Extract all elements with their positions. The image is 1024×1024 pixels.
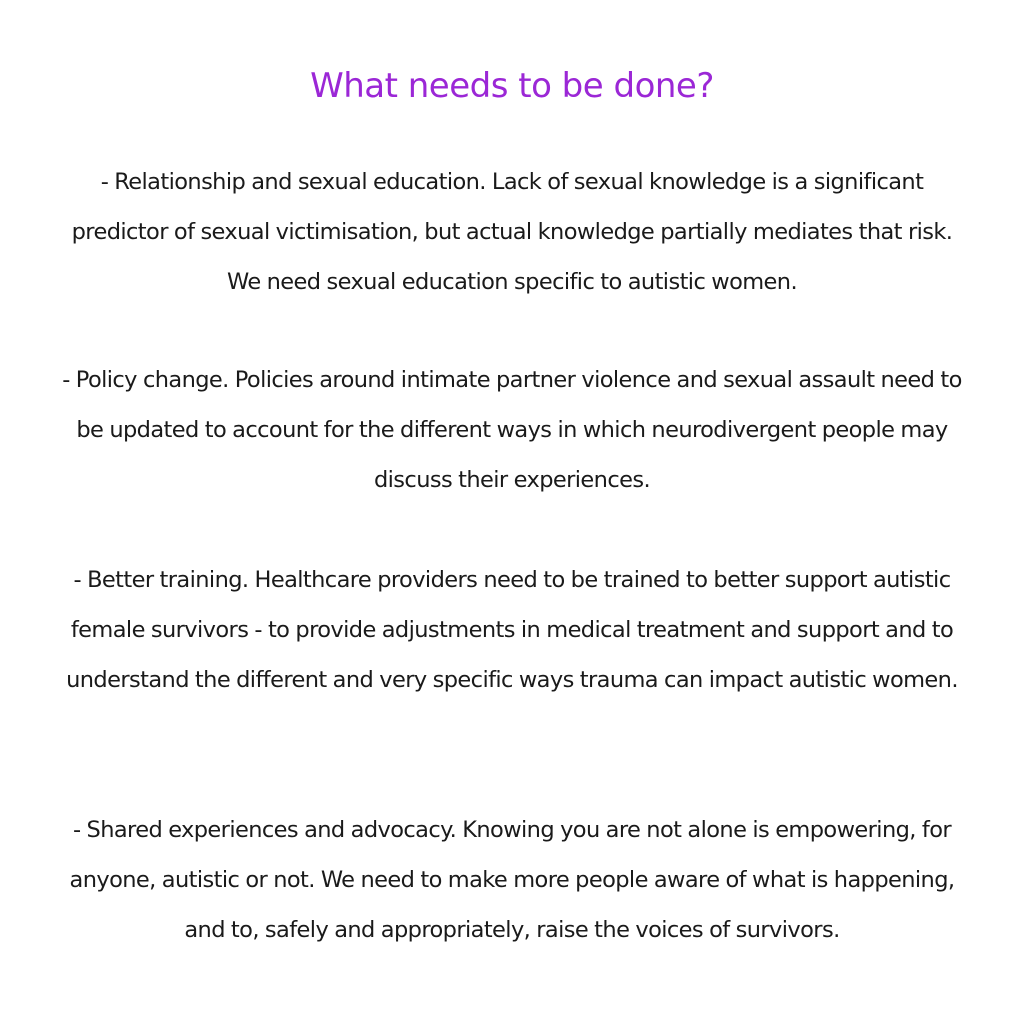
point-better-training: - Better training. Healthcare providers need to be trained to better support autistic female survivors - to provide adjustments in medical treatment and support and to understand the different and very specific ways trauma can impact autistic women. (66, 567, 958, 693)
point-shared-experiences: - Shared experiences and advocacy. Knowing you are not alone is empowering, for anyone, autistic or not. We need to make more people aware of what is happening, and to, safely and appropriately, raise the voices of survivors. (69, 817, 955, 943)
point-policy-change: - Policy change. Policies around intimate partner violence and sexual assault need to be updated to account for the different ways in which neurodivergent people may discuss their experiences. (62, 367, 962, 493)
page-title: What needs to be done? (310, 66, 714, 106)
point-relationship-education: - Relationship and sexual education. Lack of sexual knowledge is a significant predictor of sexual victimisation, but actual knowledge partially mediates that risk. We need sexual education specific to autistic women. (71, 169, 953, 295)
